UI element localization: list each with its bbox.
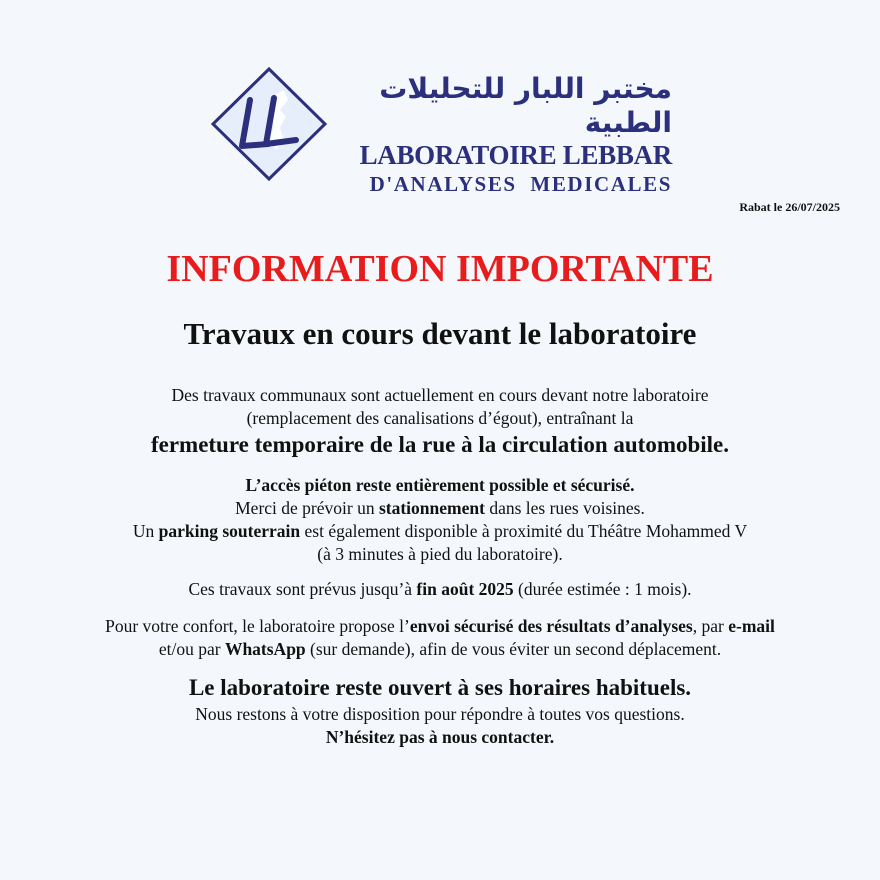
availability-line: Nous restons à votre disposition pour répondre à toutes vos questions. [195,704,685,724]
results-paragraph [20,615,860,661]
closing-paragraph [20,673,860,749]
lab-name-block [342,72,672,198]
lab-logo [210,66,328,182]
notice-subtitle: Travaux en cours devant le laboratoire [183,316,697,351]
parking-line: Merci de prévoir un stationnement dans les rues voisines. [235,498,645,518]
underground-parking-line: Un parking souterrain est également disponible à proximité du Théâtre Mohammed V [132,521,748,541]
access-paragraph [20,474,860,566]
notice-body [20,384,860,749]
works-line-2: (remplacement des canalisations d’égout), entraînant la [246,408,634,428]
contact-line: N’hésitez pas à nous contacter. [325,727,555,747]
walking-distance-line: (à 3 minutes à pied du laboratoire). [317,544,563,564]
lab-name-arabic: مختبر اللبار للتحليلات الطبية [379,72,672,139]
notice-title: INFORMATION IMPORTANTE [166,248,714,290]
open-hours-line: Le laboratoire reste ouvert à ses horaires habituels. [188,675,692,700]
lab-header [210,66,680,196]
works-paragraph [20,384,860,460]
lab-subtitle: D'ANALYSES MEDICALES [369,172,672,196]
document-date: Rabat le 26/07/2025 [739,200,840,214]
duration-line: Ces travaux sont prévus jusqu’à fin août 2025 (durée estimée : 1 mois). [188,579,692,599]
duration-paragraph [20,578,860,601]
road-closure-line: fermeture temporaire de la rue à la circulation automobile. [150,432,730,457]
lab-name: LABORATOIRE LEBBAR [359,140,672,170]
pedestrian-access-line: L’accès piéton reste entièrement possible et sécurisé. [245,475,635,495]
results-line-2: et/ou par WhatsApp (sur demande), afin de vous éviter un second déplacement. [158,639,722,659]
results-line-1: Pour votre confort, le laboratoire propose l’envoi sécurisé des résultats d’analyses, par e-mail [105,616,775,636]
works-line-1: Des travaux communaux sont actuellement en cours devant notre laboratoire [171,385,709,405]
